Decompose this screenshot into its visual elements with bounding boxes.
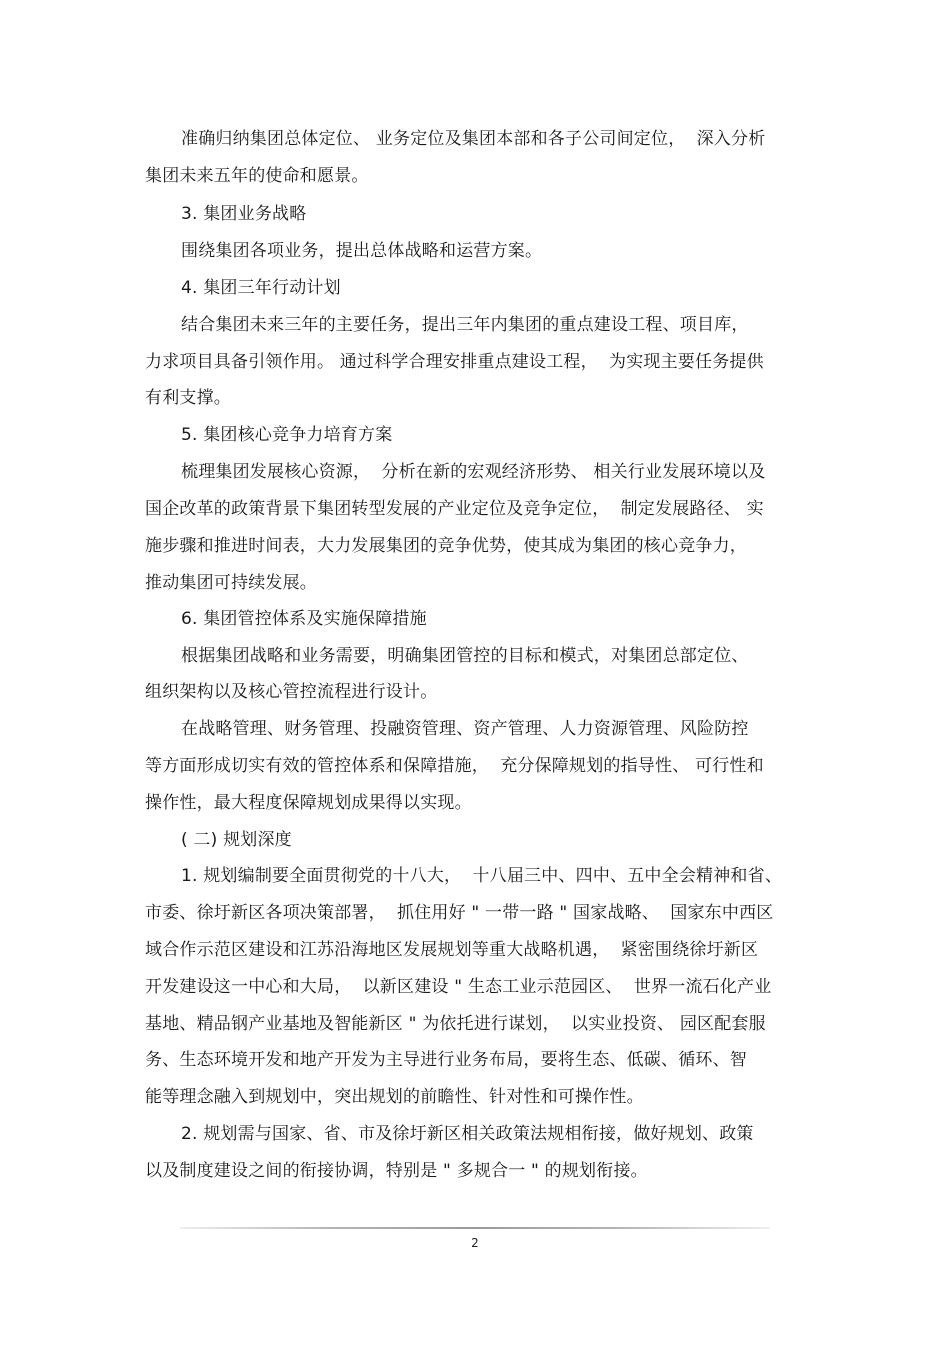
footer-divider <box>180 1227 770 1229</box>
body-text-line: 域合作示范区建设和江苏沿海地区发展规划等重大战略机遇， 紧密围绕徐圩新区 <box>145 940 759 960</box>
section-heading: 5. 集团核心竞争力培育方案 <box>181 425 393 445</box>
section-heading: ( 二) 规划深度 <box>181 830 292 850</box>
body-text-line: 以及制度建设之间的衔接协调，特别是 " 多规合一 " 的规划衔接。 <box>145 1161 648 1181</box>
body-text-line: 有利支撑。 <box>145 388 231 408</box>
body-text-line: 在战略管理、财务管理、投融资管理、资产管理、人力资源管理、风险防控 <box>181 719 749 739</box>
section-heading: 6. 集团管控体系及实施保障措施 <box>181 609 427 629</box>
page-number: 2 <box>471 1236 479 1250</box>
body-text-line: 等方面形成切实有效的管控体系和保障措施， 充分保障规划的指导性、 可行性和 <box>145 756 764 776</box>
section-heading: 4. 集团三年行动计划 <box>181 278 341 298</box>
body-text-line: 务、生态环境开发和地产开发为主导进行业务布局，要将生态、低碳、循环、智 <box>145 1050 747 1070</box>
body-text-line: 根据集团战略和业务需要，明确集团管控的目标和模式，对集团总部定位、 <box>181 646 749 666</box>
body-text-line: 准确归纳集团总体定位、 业务定位及集团本部和各子公司间定位， 深入分析 <box>181 129 766 149</box>
body-text-line: 2. 规划需与国家、省、市及徐圩新区相关政策法规相衔接，做好规划、政策 <box>181 1124 754 1144</box>
body-text-line: 结合集团未来三年的主要任务，提出三年内集团的重点建设工程、项目库， <box>181 315 749 335</box>
section-heading: 3. 集团业务战略 <box>181 204 307 224</box>
body-text-line: 力求项目具备引领作用。 通过科学合理安排重点建设工程， 为实现主要任务提供 <box>145 352 764 372</box>
body-text-line: 国企改革的政策背景下集团转型发展的产业定位及竞争定位， 制定发展路径、 实 <box>145 499 764 519</box>
body-text-line: 市委、徐圩新区各项决策部署， 抓住用好 " 一带一路 " 国家战略、 国家东中西区 <box>145 903 774 923</box>
body-text-line: 操作性，最大程度保障规划成果得以实现。 <box>145 793 472 813</box>
body-text-line: 能等理念融入到规划中，突出规划的前瞻性、针对性和可操作性。 <box>145 1087 644 1107</box>
body-text-line: 梳理集团发展核心资源， 分析在新的宏观经济形势、 相关行业发展环境以及 <box>181 462 766 482</box>
body-text-line: 组织架构以及核心管控流程进行设计。 <box>145 682 438 702</box>
body-text-line: 基地、精品钢产业基地及智能新区 " 为依托进行谋划， 以实业投资、 园区配套服 <box>145 1014 766 1034</box>
body-text-line: 围绕集团各项业务，提出总体战略和运营方案。 <box>181 241 543 261</box>
body-text-line: 施步骤和推进时间表，大力发展集团的竞争优势，使其成为集团的核心竞争力， <box>145 536 747 556</box>
body-text-line: 开发建设这一中心和大局， 以新区建设 " 生态工业示范园区、 世界一流石化产业 <box>145 977 772 997</box>
body-text-line: 1. 规划编制要全面贯彻党的十八大， 十八届三中、四中、五中全会精神和省、 <box>181 866 783 886</box>
body-text-line: 推动集团可持续发展。 <box>145 573 317 593</box>
body-text-line: 集团未来五年的使命和愿景。 <box>145 166 369 186</box>
